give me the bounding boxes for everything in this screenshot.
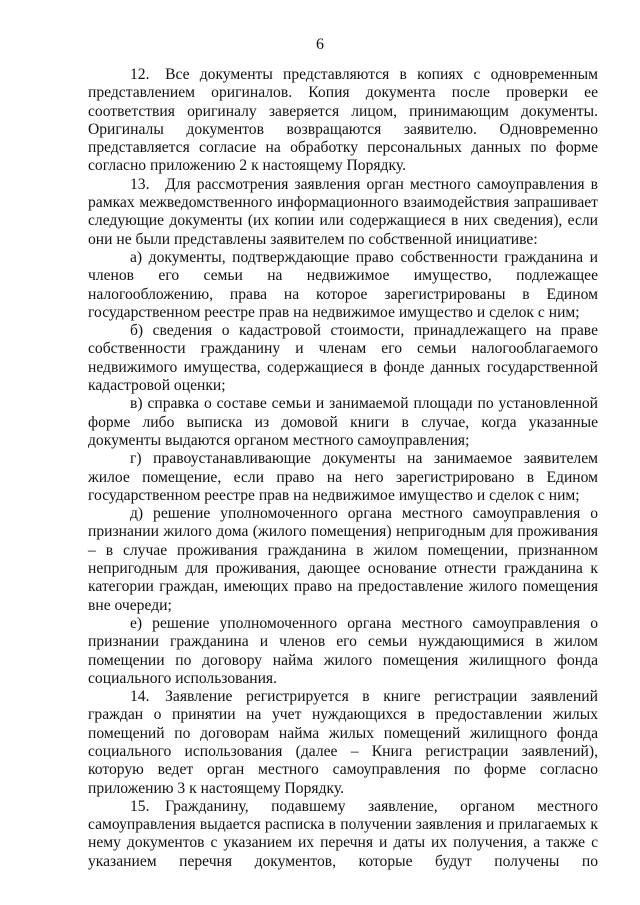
paragraph-13-item-a: а) документы, подтверждающие право собственности гражданина и членов его семьи на недвижимое имущество, подлежащее налогообложению, права на которое зарегистрированы в Едином государственном реестре прав на недвижимое имущество и сделок с ним; xyxy=(88,248,598,321)
paragraph-15: 15. Гражданину, подавшему заявление, органом местного самоуправления выдается расписка в получении заявления и прилагаемых к нему документов с указанием их перечня и даты их получения, а также с указанием перечня документов, которые будут получены по xyxy=(88,797,598,870)
paragraph-14: 14. Заявление регистрируется в книге регистрации заявлений граждан о принятии на учет нуждающихся в предоставлении жилых помещений по договорам найма жилых помещений жилищного фонда социального использования (далее – Книга регистрации заявлений), которую ведет орган местного самоуправления по форме согласно приложению 3 к настоящему Порядку. xyxy=(88,688,598,797)
paragraph-13-item-b: б) сведения о кадастровой стоимости, принадлежащего на праве собственности гражданину и членам его семьи налогооблагаемого недвижимого имущества, содержащиеся в фонде данных государственной кадастровой оценки; xyxy=(88,322,598,395)
paragraph-13-item-v: в) справка о составе семьи и занимаемой площади по установленной форме либо выписка из домовой книги в случае, когда указанные документы выдаются органом местного самоуправления; xyxy=(88,395,598,449)
page-number: 6 xyxy=(316,36,324,53)
paragraph-12: 12. Все документы представляются в копиях с одновременным представлением оригиналов. Копия документа после проверки ее соответствия оригиналу заверяется лицом, принимающим документы. Оригиналы документов возвращаются заявителю. Одновременно представляется согласие на обработку персональных данных по форме согласно приложению 2 к настоящему Порядку. xyxy=(88,66,598,175)
paragraph-13-item-e: е) решение уполномоченного органа местного самоуправления о признании гражданина и членов его семьи нуждающимися в жилом помещении по договору найма жилого помещения жилищного фонда социального использования. xyxy=(88,614,598,687)
paragraph-13: 13. Для рассмотрения заявления орган местного самоуправления в рамках межведомственного информационного взаимодействия запрашивает следующие документы (их копии или содержащиеся в них сведения), если они не были представлены заявителем по собственной инициативе: xyxy=(88,175,598,248)
paragraph-13-item-d: д) решение уполномоченного органа местного самоуправления о признании жилого дома (жилого помещения) непригодным для проживания – в случае проживания гражданина в жилом помещении, признанном непригодным для проживания, дающее основание отнести гражданина к категории граждан, имеющих право на предоставление жилого помещения вне очереди; xyxy=(88,505,598,614)
document-body xyxy=(88,66,598,871)
paragraph-13-item-g: г) правоустанавливающие документы на занимаемое заявителем жилое помещение, если право на него зарегистрировано в Едином государственном реестре прав на недвижимое имущество и сделок с ним; xyxy=(88,450,598,504)
